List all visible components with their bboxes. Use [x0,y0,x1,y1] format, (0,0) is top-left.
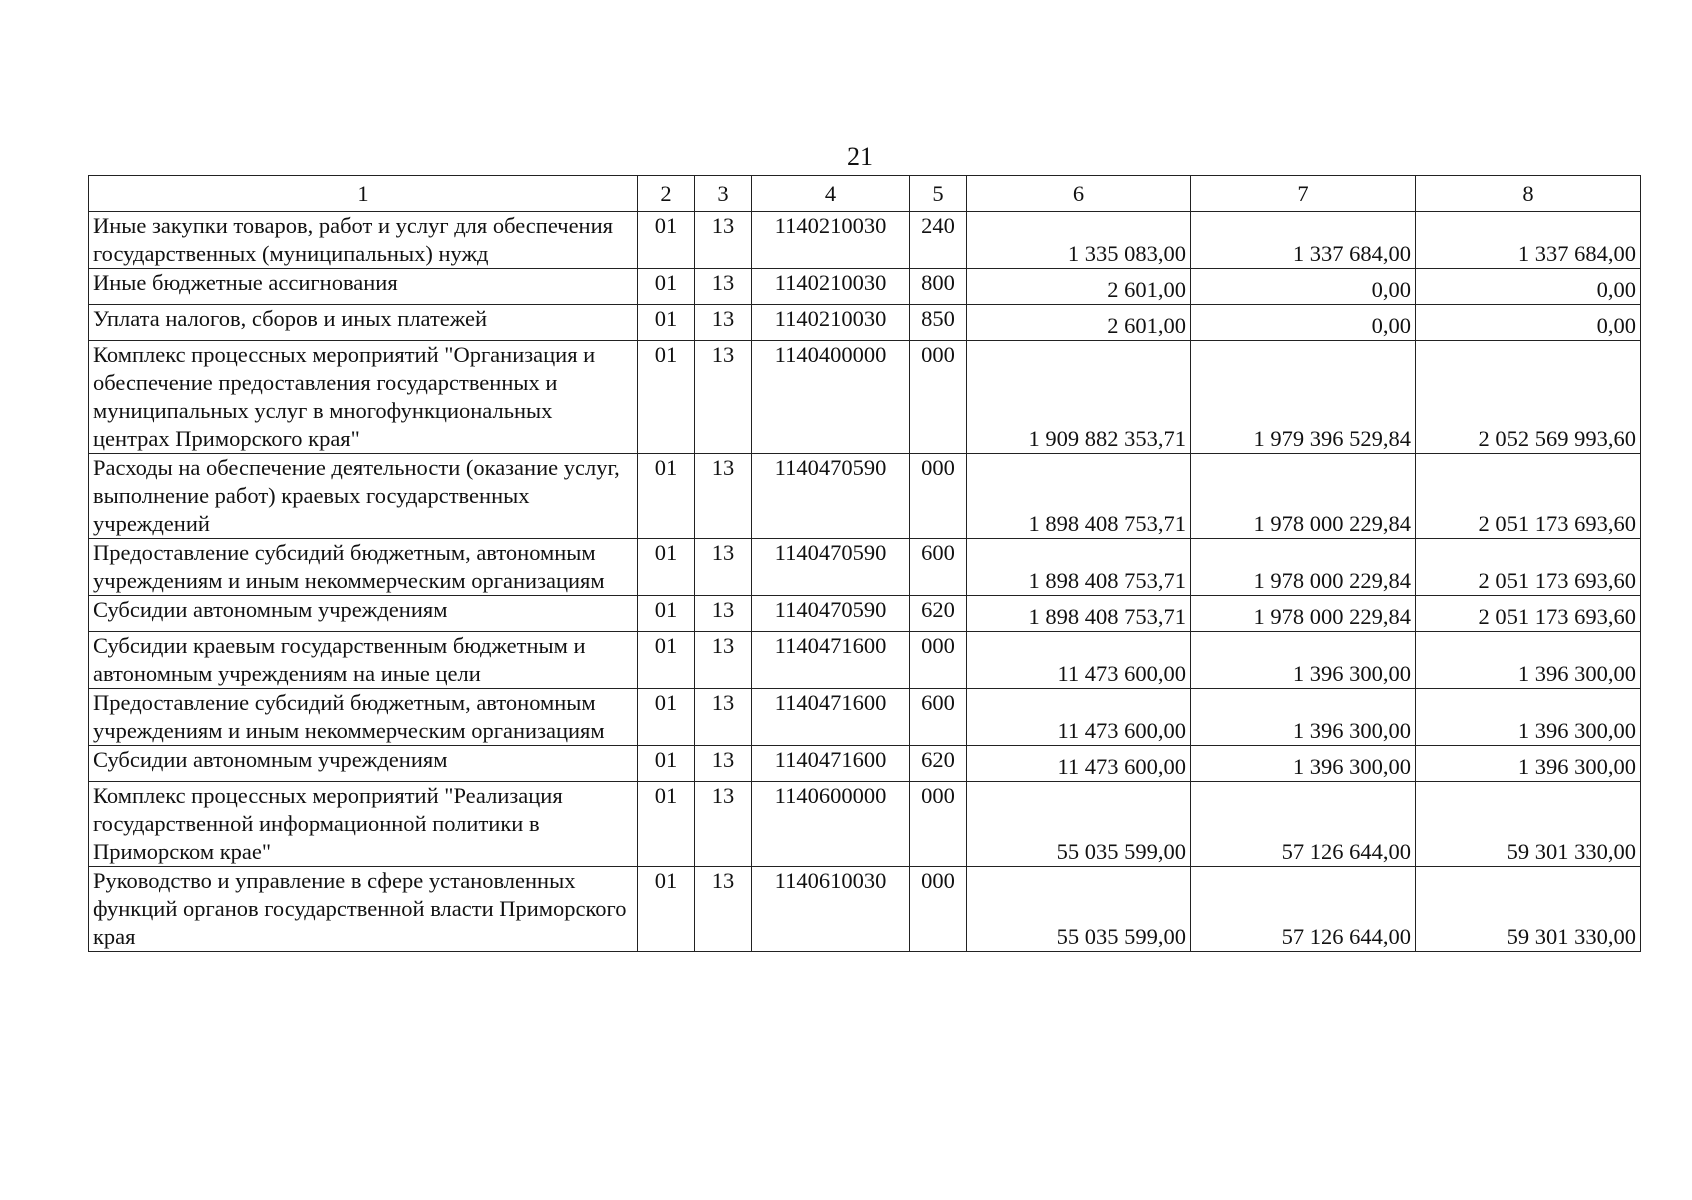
row-target-article: 1140470590 [752,596,910,632]
row-subsection: 13 [695,782,752,867]
row-target-article: 1140470590 [752,539,910,596]
row-section: 01 [638,782,695,867]
row-amount-7: 0,00 [1191,269,1416,305]
header-col-6: 6 [967,176,1191,212]
row-amount-7: 1 337 684,00 [1191,212,1416,269]
row-name: Расходы на обеспечение деятельности (оказание услуг, выполнение работ) краевых государственных учреждений [89,454,638,539]
row-name: Иные закупки товаров, работ и услуг для обеспечения государственных (муниципальных) нужд [89,212,638,269]
row-amount-6: 1 898 408 753,71 [967,539,1191,596]
table-row [89,632,1641,689]
row-amount-6: 55 035 599,00 [967,867,1191,952]
row-amount-6: 11 473 600,00 [967,746,1191,782]
row-section: 01 [638,596,695,632]
row-subsection: 13 [695,212,752,269]
row-expense-type: 000 [910,454,967,539]
row-name: Субсидии автономным учреждениям [89,596,638,632]
row-amount-7: 57 126 644,00 [1191,782,1416,867]
row-amount-8: 59 301 330,00 [1416,867,1641,952]
row-target-article: 1140210030 [752,212,910,269]
table-row [89,746,1641,782]
row-subsection: 13 [695,596,752,632]
table-row [89,689,1641,746]
row-amount-6: 11 473 600,00 [967,632,1191,689]
row-amount-7: 0,00 [1191,305,1416,341]
row-name: Предоставление субсидий бюджетным, автономным учреждениям и иным некоммерческим организациям [89,689,638,746]
row-section: 01 [638,305,695,341]
row-expense-type: 000 [910,782,967,867]
row-name: Комплекс процессных мероприятий "Реализация государственной информационной политики в Приморском крае" [89,782,638,867]
row-name: Руководство и управление в сфере установленных функций органов государственной власти Приморского края [89,867,638,952]
table-row [89,269,1641,305]
header-row [89,176,1641,212]
header-col-4: 4 [752,176,910,212]
row-subsection: 13 [695,689,752,746]
row-subsection: 13 [695,746,752,782]
row-name: Уплата налогов, сборов и иных платежей [89,305,638,341]
row-amount-8: 0,00 [1416,269,1641,305]
row-section: 01 [638,539,695,596]
row-amount-6: 1 909 882 353,71 [967,341,1191,454]
row-section: 01 [638,746,695,782]
row-target-article: 1140210030 [752,305,910,341]
row-amount-6: 55 035 599,00 [967,782,1191,867]
row-expense-type: 620 [910,746,967,782]
table-row [89,212,1641,269]
row-section: 01 [638,454,695,539]
header-col-1: 1 [89,176,638,212]
row-name: Предоставление субсидий бюджетным, автономным учреждениям и иным некоммерческим организациям [89,539,638,596]
table-row [89,867,1641,952]
row-amount-6: 2 601,00 [967,305,1191,341]
row-expense-type: 000 [910,341,967,454]
row-target-article: 1140471600 [752,632,910,689]
row-amount-6: 1 335 083,00 [967,212,1191,269]
table-row [89,341,1641,454]
row-expense-type: 850 [910,305,967,341]
table-row [89,782,1641,867]
row-amount-6: 11 473 600,00 [967,689,1191,746]
header-col-3: 3 [695,176,752,212]
row-name: Субсидии краевым государственным бюджетным и автономным учреждениям на иные цели [89,632,638,689]
row-amount-6: 2 601,00 [967,269,1191,305]
row-subsection: 13 [695,305,752,341]
row-amount-8: 1 396 300,00 [1416,632,1641,689]
row-subsection: 13 [695,269,752,305]
row-subsection: 13 [695,539,752,596]
row-expense-type: 000 [910,632,967,689]
row-amount-7: 1 396 300,00 [1191,632,1416,689]
row-subsection: 13 [695,454,752,539]
row-amount-7: 57 126 644,00 [1191,867,1416,952]
budget-table [88,175,1641,952]
row-amount-7: 1 978 000 229,84 [1191,454,1416,539]
row-amount-7: 1 396 300,00 [1191,746,1416,782]
row-target-article: 1140470590 [752,454,910,539]
row-section: 01 [638,689,695,746]
row-subsection: 13 [695,632,752,689]
row-section: 01 [638,212,695,269]
row-amount-8: 0,00 [1416,305,1641,341]
row-amount-7: 1 979 396 529,84 [1191,341,1416,454]
row-amount-7: 1 978 000 229,84 [1191,596,1416,632]
row-amount-8: 1 396 300,00 [1416,689,1641,746]
row-expense-type: 620 [910,596,967,632]
row-amount-8: 1 396 300,00 [1416,746,1641,782]
row-target-article: 1140471600 [752,689,910,746]
row-amount-7: 1 396 300,00 [1191,689,1416,746]
row-expense-type: 800 [910,269,967,305]
row-section: 01 [638,632,695,689]
page-number: 21 [847,142,873,171]
row-amount-8: 2 051 173 693,60 [1416,596,1641,632]
row-expense-type: 240 [910,212,967,269]
header-col-5: 5 [910,176,967,212]
row-target-article: 1140600000 [752,782,910,867]
row-expense-type: 600 [910,539,967,596]
header-col-2: 2 [638,176,695,212]
table-row [89,454,1641,539]
table-row [89,539,1641,596]
row-target-article: 1140610030 [752,867,910,952]
row-section: 01 [638,867,695,952]
row-expense-type: 600 [910,689,967,746]
row-section: 01 [638,341,695,454]
table-row [89,596,1641,632]
row-amount-8: 1 337 684,00 [1416,212,1641,269]
row-name: Комплекс процессных мероприятий "Организация и обеспечение предоставления государственных и муниципальных услуг в многофункциональных центрах Приморского края" [89,341,638,454]
row-target-article: 1140471600 [752,746,910,782]
row-expense-type: 000 [910,867,967,952]
row-subsection: 13 [695,341,752,454]
row-amount-8: 2 052 569 993,60 [1416,341,1641,454]
header-col-7: 7 [1191,176,1416,212]
row-section: 01 [638,269,695,305]
row-name: Иные бюджетные ассигнования [89,269,638,305]
row-amount-8: 59 301 330,00 [1416,782,1641,867]
row-amount-7: 1 978 000 229,84 [1191,539,1416,596]
row-amount-8: 2 051 173 693,60 [1416,454,1641,539]
row-amount-6: 1 898 408 753,71 [967,596,1191,632]
row-amount-8: 2 051 173 693,60 [1416,539,1641,596]
header-col-8: 8 [1416,176,1641,212]
row-name: Субсидии автономным учреждениям [89,746,638,782]
row-subsection: 13 [695,867,752,952]
row-target-article: 1140210030 [752,269,910,305]
row-target-article: 1140400000 [752,341,910,454]
table-row [89,305,1641,341]
row-amount-6: 1 898 408 753,71 [967,454,1191,539]
